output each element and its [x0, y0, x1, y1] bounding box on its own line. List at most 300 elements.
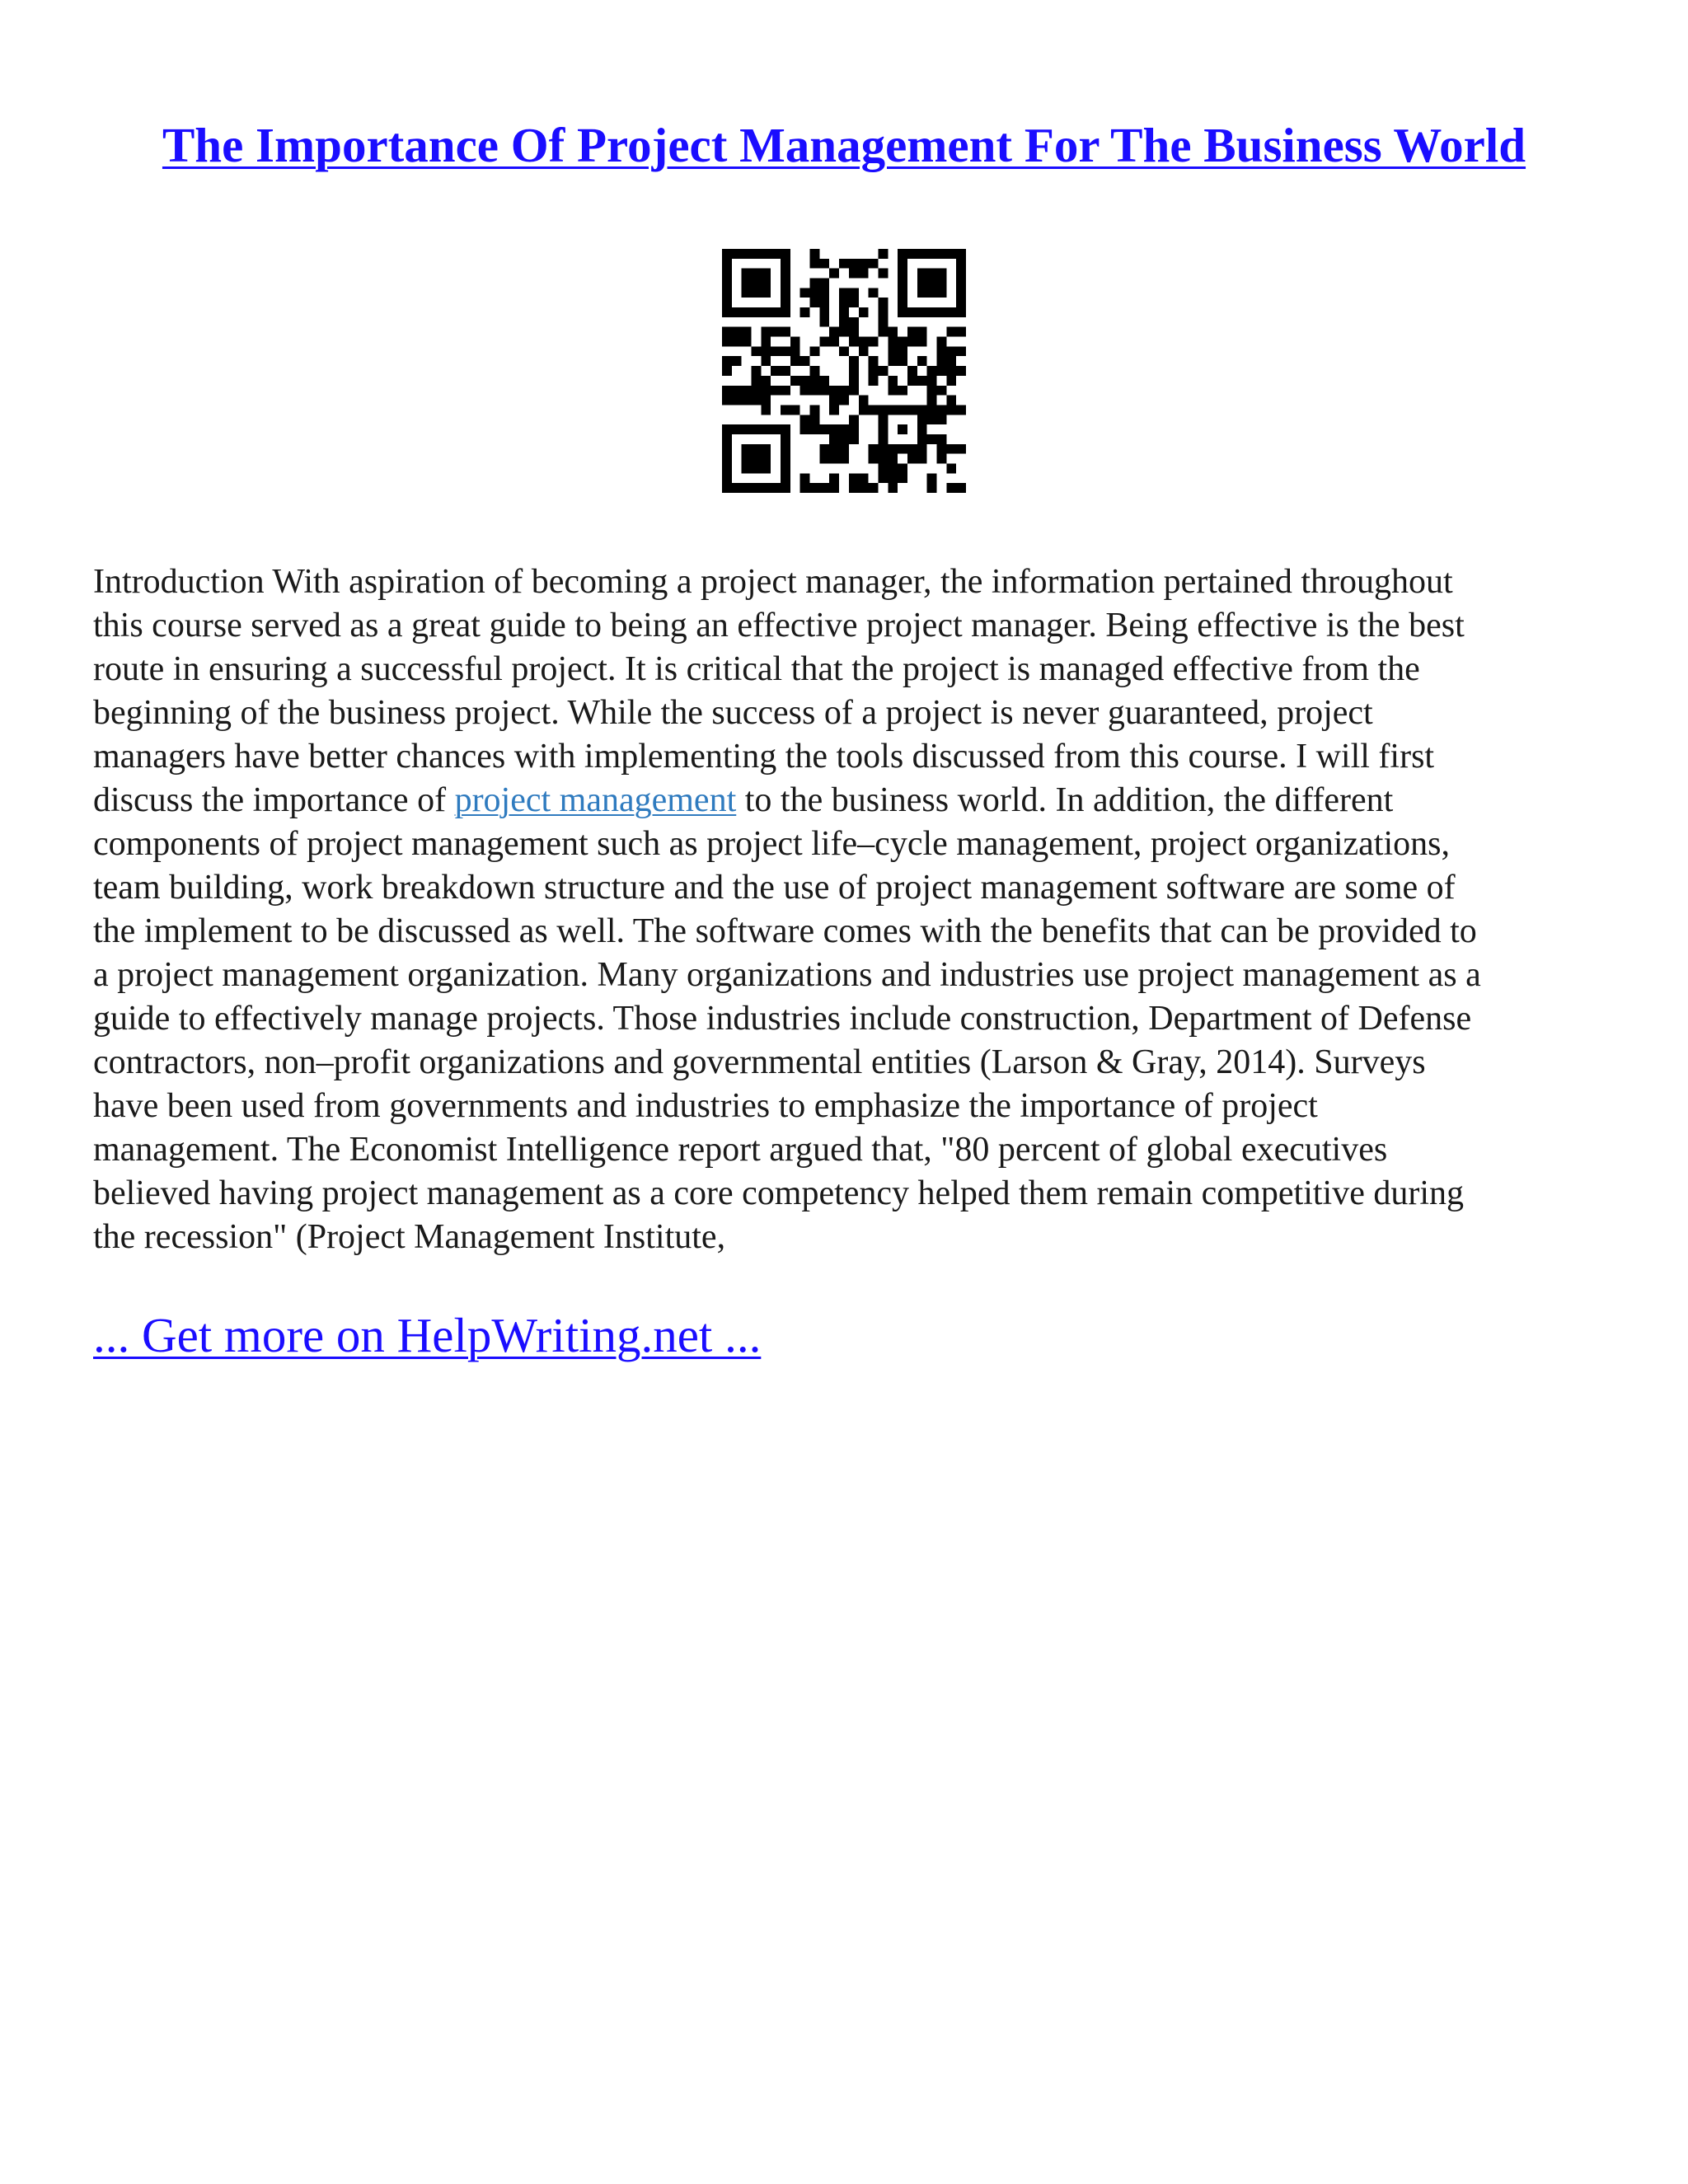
- qr-module: [878, 463, 888, 473]
- qr-module: [946, 405, 956, 415]
- qr-module: [956, 298, 966, 307]
- qr-module: [742, 424, 752, 434]
- qr-module: [819, 424, 829, 434]
- qr-module: [936, 444, 946, 454]
- qr-module: [878, 434, 888, 444]
- qr-module: [761, 269, 771, 279]
- qr-module: [800, 483, 810, 493]
- qr-module: [956, 288, 966, 298]
- qr-module: [946, 346, 956, 356]
- qr-module: [956, 405, 966, 415]
- qr-module: [742, 327, 752, 337]
- qr-module: [722, 396, 732, 405]
- qr-module: [732, 483, 742, 493]
- qr-module: [819, 376, 829, 386]
- body-line-with-link: [93, 779, 1610, 823]
- qr-module: [722, 366, 732, 376]
- qr-module: [888, 376, 898, 386]
- qr-module: [907, 249, 917, 259]
- qr-module: [781, 288, 790, 298]
- qr-module: [722, 386, 732, 396]
- qr-module: [878, 405, 888, 415]
- qr-module: [722, 298, 732, 307]
- qr-module: [917, 327, 927, 337]
- qr-module: [936, 366, 946, 376]
- qr-module: [800, 307, 810, 317]
- qr-module: [946, 249, 956, 259]
- qr-module: [956, 269, 966, 279]
- qr-module: [732, 249, 742, 259]
- qr-module: [752, 346, 762, 356]
- qr-module: [752, 376, 762, 386]
- qr-module: [946, 376, 956, 386]
- qr-module: [829, 434, 839, 444]
- body-line: route in ensuring a successful project. It is critical that the project is managed effective from the: [93, 650, 1420, 688]
- qr-module: [878, 317, 888, 327]
- qr-module: [946, 444, 956, 454]
- qr-module: [888, 483, 898, 493]
- qr-module: [907, 376, 917, 386]
- qr-module: [722, 434, 732, 444]
- qr-module: [898, 405, 907, 415]
- qr-module: [781, 444, 790, 454]
- qr-module: [878, 307, 888, 317]
- body-line: believed having project management as a core competency helped them remain competitive during: [93, 1174, 1465, 1212]
- qr-module: [859, 405, 869, 415]
- qr-module: [732, 396, 742, 405]
- qr-module: [888, 346, 898, 356]
- qr-module: [722, 288, 732, 298]
- qr-module: [946, 356, 956, 366]
- body-line: contractors, non–profit organizations and governmental entities (Larson & Gray, 2014). Surveys: [93, 1043, 1426, 1081]
- qr-module: [907, 337, 917, 347]
- qr-module: [722, 307, 732, 317]
- qr-module: [927, 249, 937, 259]
- qr-module: [722, 279, 732, 288]
- qr-module: [752, 249, 762, 259]
- qr-module: [878, 415, 888, 424]
- qr-module: [781, 307, 790, 317]
- qr-module: [898, 356, 907, 366]
- qr-module: [810, 376, 820, 386]
- qr-module: [761, 424, 771, 434]
- body-text-fragment: to the business world. In addition, the different: [736, 781, 1394, 819]
- qr-module: [752, 424, 762, 434]
- qr-module: [869, 337, 879, 347]
- qr-module: [956, 483, 966, 493]
- qr-module: [781, 279, 790, 288]
- qr-module: [781, 386, 790, 396]
- qr-module: [722, 249, 732, 259]
- qr-module: [869, 376, 879, 386]
- qr-module: [927, 269, 937, 279]
- qr-module: [936, 249, 946, 259]
- qr-module: [752, 386, 762, 396]
- body-line: the implement to be discussed as well. The software comes with the benefits that can be provided to: [93, 912, 1477, 950]
- qr-module: [878, 424, 888, 434]
- qr-module: [752, 483, 762, 493]
- qr-module: [722, 269, 732, 279]
- qr-module: [722, 327, 732, 337]
- body-line: components of project management such as project life–cycle management, project organizations,: [93, 825, 1450, 863]
- qr-module: [898, 463, 907, 473]
- qr-module: [742, 386, 752, 396]
- qr-module: [732, 356, 742, 366]
- qr-module: [898, 259, 907, 269]
- qr-module: [771, 346, 781, 356]
- qr-module: [859, 473, 869, 483]
- qr-module: [898, 346, 907, 356]
- body-line: a project management organization. Many organizations and industries use project management as a: [93, 956, 1481, 994]
- qr-module: [810, 386, 820, 396]
- qr-module: [936, 307, 946, 317]
- qr-module: [829, 337, 839, 347]
- qr-module: [761, 337, 771, 347]
- qr-module: [810, 424, 820, 434]
- qr-module: [936, 386, 946, 396]
- qr-module: [810, 259, 820, 269]
- qr-module: [819, 259, 829, 269]
- qr-module: [917, 269, 927, 279]
- qr-module: [761, 307, 771, 317]
- qr-module: [946, 327, 956, 337]
- qr-module: [859, 346, 869, 356]
- qr-module: [761, 327, 771, 337]
- qr-module: [839, 307, 849, 317]
- qr-module: [732, 307, 742, 317]
- qr-module: [898, 269, 907, 279]
- qr-module: [752, 444, 762, 454]
- qr-module: [761, 356, 771, 366]
- qr-module: [829, 386, 839, 396]
- qr-module: [927, 396, 937, 405]
- qr-module: [869, 444, 879, 454]
- qr-module: [781, 346, 790, 356]
- qr-module: [839, 327, 849, 337]
- qr-module: [800, 415, 810, 424]
- qr-module: [771, 424, 781, 434]
- project-management-link[interactable]: project management: [454, 781, 737, 819]
- body-line: the recession" (Project Management Institute,: [93, 1218, 726, 1256]
- qr-code-icon: [722, 249, 966, 493]
- qr-module: [732, 327, 742, 337]
- qr-module: [722, 483, 732, 493]
- qr-module: [761, 483, 771, 493]
- qr-module: [781, 298, 790, 307]
- qr-module: [927, 473, 937, 483]
- qr-module: [829, 405, 839, 415]
- qr-module: [869, 366, 879, 376]
- qr-module: [829, 424, 839, 434]
- qr-module: [936, 346, 946, 356]
- qr-module: [839, 444, 849, 454]
- body-line: beginning of the business project. While the success of a project is never guaranteed, project: [93, 694, 1373, 732]
- qr-module: [917, 415, 927, 424]
- qr-module: [819, 279, 829, 288]
- qr-module: [819, 307, 829, 317]
- qr-module: [869, 454, 879, 464]
- body-line: have been used from governments and industries to emphasize the importance of project: [93, 1087, 1318, 1125]
- qr-module: [927, 307, 937, 317]
- qr-module: [722, 424, 732, 434]
- qr-module: [790, 346, 800, 356]
- qr-module: [781, 405, 790, 415]
- qr-module: [849, 298, 859, 307]
- qr-module: [819, 444, 829, 454]
- qr-module: [936, 279, 946, 288]
- qr-module: [936, 356, 946, 366]
- qr-module: [859, 307, 869, 317]
- qr-module: [936, 269, 946, 279]
- qr-module: [722, 463, 732, 473]
- qr-module: [839, 424, 849, 434]
- qr-module: [752, 366, 762, 376]
- qr-module: [819, 298, 829, 307]
- qr-module: [849, 288, 859, 298]
- qr-module: [819, 454, 829, 464]
- qr-module: [849, 424, 859, 434]
- qr-module: [849, 327, 859, 337]
- qr-module: [869, 405, 879, 415]
- body-line: Introduction With aspiration of becoming a project manager, the information pertained throughout: [93, 563, 1453, 601]
- qr-module: [800, 288, 810, 298]
- qr-module: [878, 269, 888, 279]
- qr-module: [781, 366, 790, 376]
- qr-module: [907, 405, 917, 415]
- qr-module: [800, 473, 810, 483]
- qr-module: [810, 346, 820, 356]
- body-line: team building, work breakdown structure and the use of project management software are some of: [93, 869, 1456, 907]
- article-body: [93, 560, 1610, 1259]
- qr-module: [869, 356, 879, 366]
- qr-module: [742, 269, 752, 279]
- qr-module: [927, 405, 937, 415]
- qr-module: [936, 288, 946, 298]
- qr-module: [761, 288, 771, 298]
- qr-module: [742, 483, 752, 493]
- qr-module: [829, 444, 839, 454]
- qr-module: [907, 366, 917, 376]
- qr-module: [849, 259, 859, 269]
- qr-module: [752, 288, 762, 298]
- body-line: management. The Economist Intelligence report argued that, "80 percent of global executives: [93, 1131, 1388, 1169]
- qr-module: [790, 376, 800, 386]
- qr-module: [839, 396, 849, 405]
- qr-module: [936, 434, 946, 444]
- qr-module: [781, 269, 790, 279]
- qr-module: [927, 483, 937, 493]
- qr-module: [761, 454, 771, 464]
- qr-module: [742, 396, 752, 405]
- qr-module: [927, 366, 937, 376]
- qr-module: [722, 356, 732, 366]
- qr-module: [878, 473, 888, 483]
- qr-module: [888, 473, 898, 483]
- qr-module: [927, 415, 937, 424]
- qr-module: [781, 463, 790, 473]
- qr-module: [781, 327, 790, 337]
- qr-module: [829, 483, 839, 493]
- page-title-link[interactable]: The Importance Of Project Management For The Business World: [162, 118, 1526, 172]
- qr-module: [800, 356, 810, 366]
- qr-module: [829, 327, 839, 337]
- qr-module: [849, 269, 859, 279]
- qr-module: [839, 434, 849, 444]
- qr-module: [790, 405, 800, 415]
- qr-module: [917, 356, 927, 366]
- qr-module: [888, 405, 898, 415]
- qr-module: [829, 396, 839, 405]
- qr-module: [936, 337, 946, 347]
- qr-module: [946, 396, 956, 405]
- qr-module: [810, 298, 820, 307]
- qr-module: [907, 444, 917, 454]
- qr-module: [722, 454, 732, 464]
- qr-module: [771, 307, 781, 317]
- qr-module: [927, 434, 937, 444]
- qr-module: [888, 337, 898, 347]
- qr-module: [859, 259, 869, 269]
- qr-module: [888, 356, 898, 366]
- qr-module: [859, 269, 869, 279]
- qr-module: [917, 279, 927, 288]
- qr-module: [839, 317, 849, 327]
- qr-module: [742, 463, 752, 473]
- qr-module: [927, 279, 937, 288]
- qr-module: [839, 298, 849, 307]
- body-line: managers have better chances with implementing the tools discussed from this course. I will first: [93, 738, 1435, 776]
- qr-module: [878, 298, 888, 307]
- qr-module: [732, 424, 742, 434]
- qr-module: [722, 337, 732, 347]
- qr-module: [859, 396, 869, 405]
- qr-module: [761, 444, 771, 454]
- body-line: this course served as a great guide to being an effective project manager. Being effective is the best: [93, 607, 1465, 644]
- body-line: guide to effectively manage projects. Those industries include construction, Department of Defense: [93, 1000, 1472, 1038]
- qr-module: [810, 415, 820, 424]
- qr-module: [761, 249, 771, 259]
- qr-module: [722, 473, 732, 483]
- qr-module: [917, 249, 927, 259]
- qr-module: [781, 454, 790, 464]
- qr-module: [849, 386, 859, 396]
- qr-module: [752, 307, 762, 317]
- qr-module: [946, 307, 956, 317]
- qr-module: [761, 279, 771, 288]
- qr-module: [781, 249, 790, 259]
- qr-module: [936, 454, 946, 464]
- qr-module: [946, 483, 956, 493]
- qr-module: [849, 415, 859, 424]
- qr-module: [790, 337, 800, 347]
- qr-module: [927, 376, 937, 386]
- qr-module: [742, 337, 752, 347]
- qr-module: [849, 337, 859, 347]
- qr-module: [810, 279, 820, 288]
- qr-module: [917, 405, 927, 415]
- qr-module: [849, 483, 859, 493]
- get-more-link[interactable]: ... Get more on HelpWriting.net ...: [93, 1308, 762, 1362]
- qr-module: [781, 483, 790, 493]
- qr-module: [888, 327, 898, 337]
- qr-module: [722, 259, 732, 269]
- qr-module: [849, 376, 859, 386]
- qr-module: [839, 288, 849, 298]
- qr-module: [936, 415, 946, 424]
- qr-module: [888, 463, 898, 473]
- qr-module: [917, 434, 927, 444]
- qr-module: [752, 269, 762, 279]
- qr-module: [761, 405, 771, 415]
- qr-module: [742, 288, 752, 298]
- qr-module: [800, 386, 810, 396]
- qr-module: [878, 444, 888, 454]
- qr-module: [742, 454, 752, 464]
- qr-module: [752, 396, 762, 405]
- qr-module: [956, 259, 966, 269]
- qr-module: [849, 434, 859, 444]
- qr-module: [917, 307, 927, 317]
- qr-module: [839, 386, 849, 396]
- qr-module: [956, 279, 966, 288]
- qr-module: [761, 396, 771, 405]
- qr-module: [898, 279, 907, 288]
- qr-module: [898, 337, 907, 347]
- qr-module: [878, 454, 888, 464]
- qr-module: [722, 444, 732, 454]
- qr-module: [829, 454, 839, 464]
- qr-module: [781, 424, 790, 434]
- qr-module: [849, 366, 859, 376]
- qr-module: [752, 463, 762, 473]
- qr-module: [927, 386, 937, 396]
- qr-module: [800, 376, 810, 386]
- qr-module: [752, 454, 762, 464]
- qr-module: [956, 346, 966, 356]
- qr-module: [742, 307, 752, 317]
- qr-module: [878, 249, 888, 259]
- qr-module: [898, 444, 907, 454]
- qr-module: [859, 483, 869, 493]
- qr-module: [936, 405, 946, 415]
- qr-module: [878, 327, 888, 337]
- qr-module: [829, 473, 839, 483]
- qr-module: [917, 337, 927, 347]
- qr-module: [917, 454, 927, 464]
- qr-module: [869, 483, 879, 493]
- body-text-fragment: discuss the importance of: [93, 781, 455, 819]
- qr-module: [771, 366, 781, 376]
- qr-module: [742, 444, 752, 454]
- qr-module: [888, 444, 898, 454]
- qr-module: [761, 386, 771, 396]
- qr-module: [898, 424, 907, 434]
- qr-module: [859, 337, 869, 347]
- qr-module: [819, 337, 829, 347]
- qr-module: [956, 444, 966, 454]
- qr-module: [810, 366, 820, 376]
- qr-module: [849, 473, 859, 483]
- qr-module: [781, 473, 790, 483]
- qr-module: [888, 454, 898, 464]
- qr-module: [946, 463, 956, 473]
- qr-module: [732, 337, 742, 347]
- qr-module: [839, 346, 849, 356]
- qr-module: [819, 483, 829, 493]
- qr-module: [898, 298, 907, 307]
- qr-module: [946, 366, 956, 376]
- qr-module: [869, 259, 879, 269]
